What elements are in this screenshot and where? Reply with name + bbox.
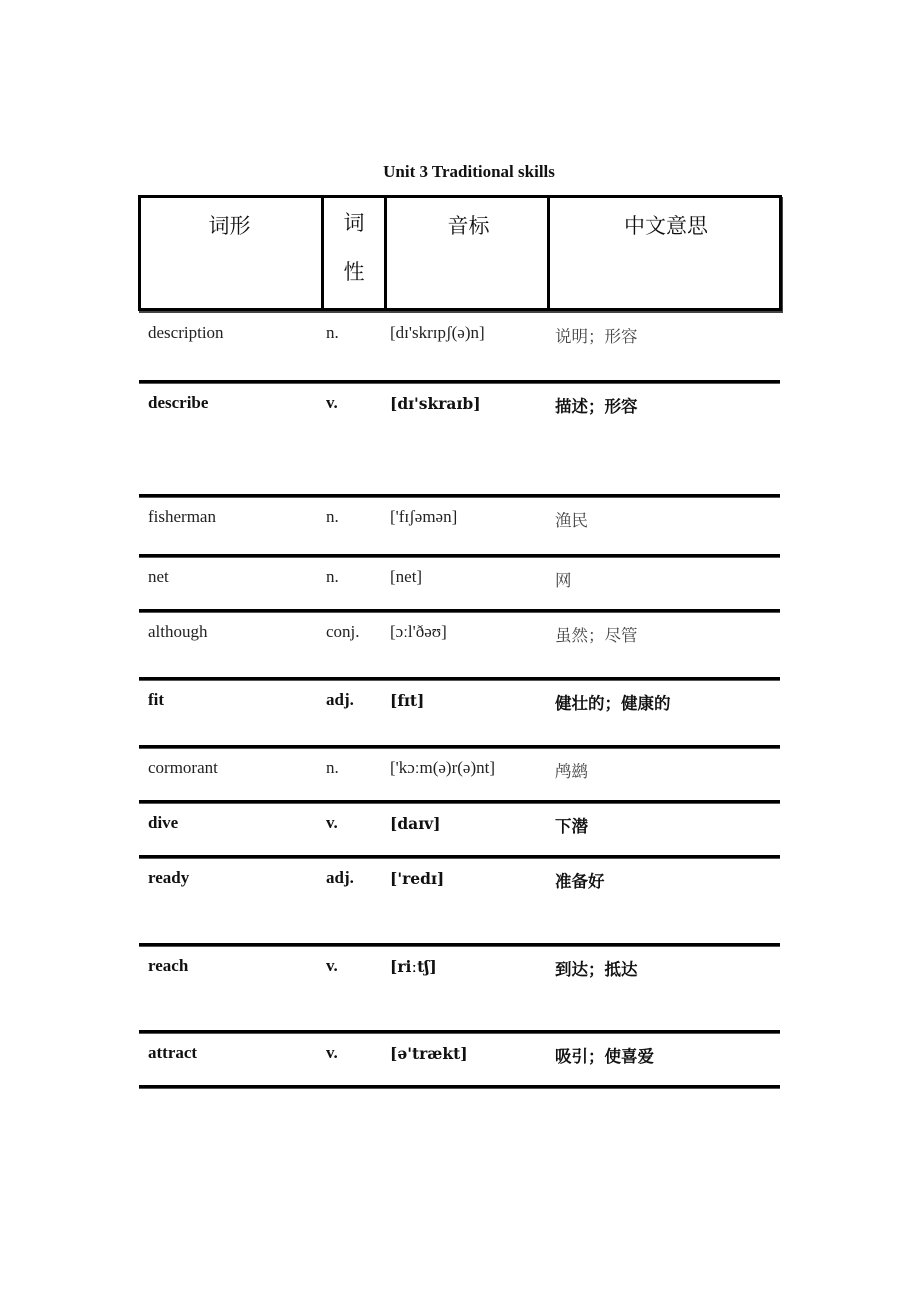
meaning-cell: 虽然；尽管 (555, 626, 638, 645)
row-divider (139, 380, 780, 383)
phonetic-cell: [fɪt] (390, 691, 425, 710)
word-cell: ready (148, 868, 190, 887)
pos-cell: n. (326, 567, 339, 586)
phonetic-cell: [dɪ'skrɪpʃ(ə)n] (390, 323, 485, 342)
row-divider (139, 1030, 780, 1033)
header-chinese-meaning (547, 198, 782, 308)
header-word-form-label: 词形 (208, 214, 251, 238)
pos-cell: adj. (326, 868, 354, 887)
header-phonetic-label: 音标 (447, 214, 490, 238)
word-cell: cormorant (148, 758, 218, 777)
pos-cell: n. (326, 507, 339, 526)
row-divider (139, 554, 780, 557)
phonetic-cell: ['kɔːm(ə)r(ə)nt] (390, 758, 495, 777)
meaning-cell: 到达；抵达 (555, 960, 638, 979)
phonetic-cell: ['fɪʃəmən] (390, 507, 458, 526)
meaning-cell: 描述；形容 (555, 397, 638, 416)
header-meaning-label: 中文意思 (624, 214, 708, 238)
document-title: Unit 3 Traditional skills (383, 162, 555, 181)
pos-cell: v. (326, 956, 338, 975)
header-word-form (141, 198, 318, 308)
pos-cell: conj. (326, 622, 360, 641)
header-pos-label-2: 性 (343, 260, 365, 284)
word-cell: reach (148, 956, 189, 975)
word-cell: describe (148, 393, 209, 412)
header-phonetic (384, 198, 550, 308)
phonetic-cell: [net] (390, 567, 423, 586)
pos-cell: n. (326, 758, 339, 777)
pos-cell: v. (326, 1043, 338, 1062)
word-cell: description (148, 323, 224, 342)
row-divider (139, 1085, 780, 1088)
header-pos-label-1: 词 (343, 211, 365, 235)
phonetic-cell: [ə'trækt] (390, 1044, 468, 1063)
meaning-cell: 吸引；使喜爱 (555, 1047, 654, 1066)
table-header (138, 195, 782, 311)
phonetic-cell: [dɪ'skraɪb] (390, 394, 481, 413)
word-cell: dive (148, 813, 179, 832)
meaning-cell: 准备好 (555, 872, 605, 891)
row-divider (139, 943, 780, 946)
row-divider (139, 494, 780, 497)
word-cell: fisherman (148, 507, 216, 526)
phonetic-cell: [riːtʃ] (390, 957, 437, 976)
pos-cell: v. (326, 393, 338, 412)
meaning-cell: 渔民 (555, 511, 588, 530)
word-cell: net (148, 567, 169, 586)
pos-cell: n. (326, 323, 339, 342)
meaning-cell: 下潜 (555, 817, 588, 836)
phonetic-cell: ['redɪ] (390, 869, 445, 888)
word-cell: although (148, 622, 208, 641)
word-cell: fit (148, 690, 165, 709)
header-part-of-speech (321, 198, 384, 308)
meaning-cell: 说明；形容 (555, 327, 638, 346)
row-divider (139, 800, 780, 803)
meaning-cell: 健壮的；健康的 (555, 694, 671, 713)
row-divider (139, 855, 780, 858)
pos-cell: adj. (326, 690, 354, 709)
pos-cell: v. (326, 813, 338, 832)
phonetic-cell: [ɔːl'ðəʊ] (390, 622, 447, 641)
row-divider (139, 745, 780, 748)
meaning-cell: 鸬鹚 (555, 762, 588, 781)
phonetic-cell: [daɪv] (390, 814, 441, 833)
row-divider (139, 609, 780, 612)
meaning-cell: 网 (555, 571, 572, 590)
row-divider (139, 677, 780, 680)
word-cell: attract (148, 1043, 198, 1062)
